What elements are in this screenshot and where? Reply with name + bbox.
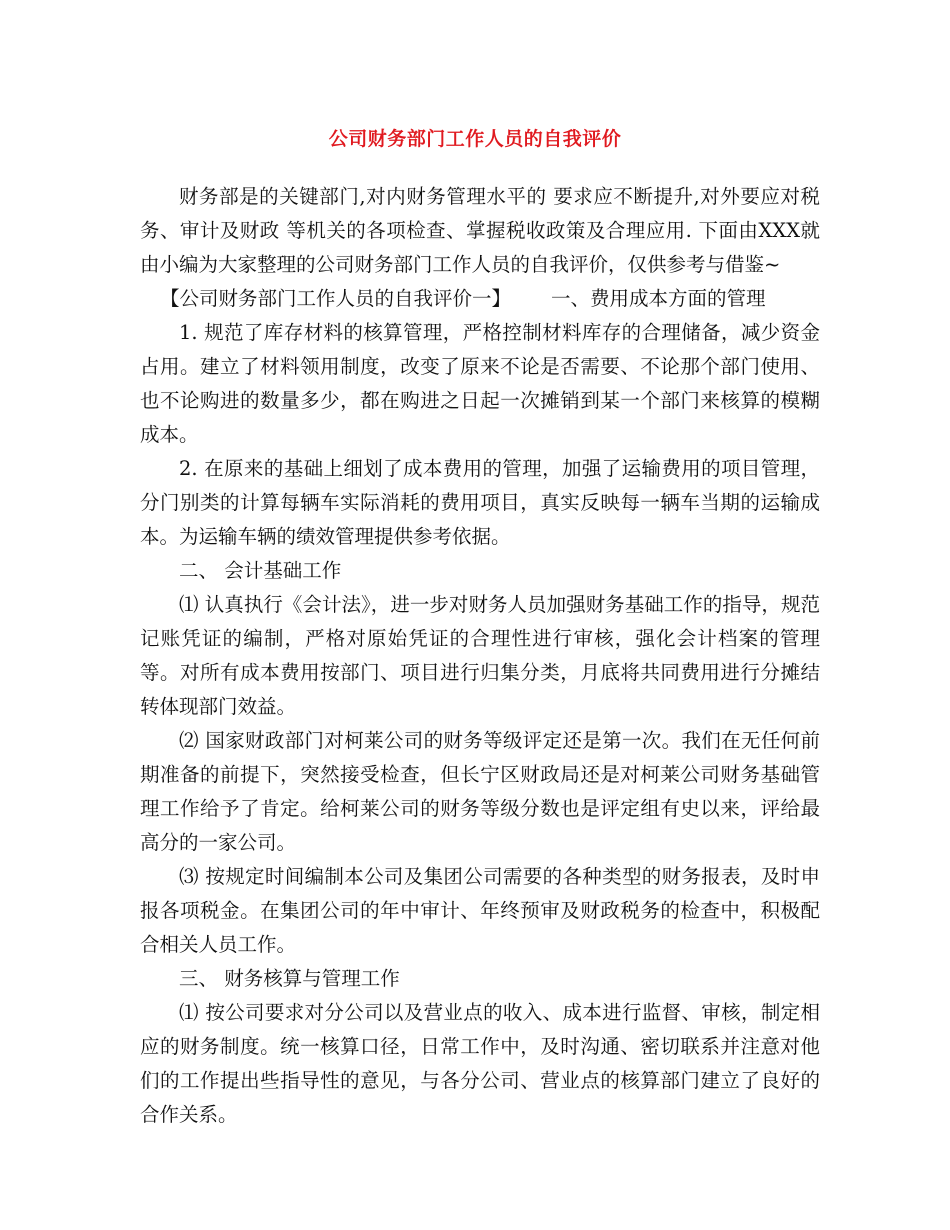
paragraph-2-3: ⑶ 按规定时间编制本公司及集团公司需要的各种类型的财务报表，及时申报各项税金。在集团公司的年中审计、年终预审及财政税务的检查中，积极配合相关人员工作。 (140, 865, 820, 956)
section-heading-1: 一、费用成本方面的管理 (551, 287, 766, 310)
section-heading-3: 三、 财务核算与管理工作 (179, 967, 400, 990)
paragraph-2-2: ⑵ 国家财政部门对柯莱公司的财务等级评定还是第一次。我们在无任何前期准备的前提下，突然接受检查，但长宁区财政局还是对柯莱公司财务基础管理工作给予了肯定。给柯莱公司的财务等级分数也是评定组有史以来，评给最高分的一家公司。 (140, 729, 820, 854)
paragraph-1-2: 2. 在原来的基础上细划了成本费用的管理，加强了运输费用的项目管理，分门别类的计算每辆车实际消耗的费用项目，真实反映每一辆车当期的运输成本。为运输车辆的绩效管理提供参考依据。 (140, 457, 820, 548)
section-label-line (140, 282, 820, 316)
section-heading-2: 二、 会计基础工作 (179, 559, 342, 582)
document-body (140, 180, 820, 1132)
document-title: 公司财务部门工作人员的自我评价 (328, 128, 622, 150)
intro-paragraph: 财务部是的关键部门,对内财务管理水平的 要求应不断提升,对外要应对税务、审计及财政 等机关的各项检查、掌握税收政策及合理应用. 下面由XXX就由小编为大家整理的公司财务部门工作人员的自我评价，仅供参考与借鉴~ (140, 185, 820, 276)
paragraph-2-1: ⑴ 认真执行《会计法》，进一步对财务人员加强财务基础工作的指导，规范记账凭证的编制，严格对原始凭证的合理性进行审核，强化会计档案的管理等。对所有成本费用按部门、项目进行归集分类，月底将共同费用进行分摊结转体现部门效益。 (140, 593, 820, 718)
section-label: 【公司财务部门工作人员的自我评价一】 (160, 287, 512, 310)
paragraph-1-1: 1. 规范了库存材料的核算管理，严格控制材料库存的合理储备，减少资金占用。建立了材料领用制度，改变了原来不论是否需要、不论那个部门使用、也不论购进的数量多少，都在购进之日起一次摊销到某一个部门来核算的模糊成本。 (140, 321, 820, 446)
paragraph-3-1: ⑴ 按公司要求对分公司以及营业点的收入、成本进行监督、审核，制定相应的财务制度。统一核算口径，日常工作中，及时沟通、密切联系并注意对他们的工作提出些指导性的意见，与各分公司、营业点的核算部门建立了良好的合作关系。 (140, 1001, 820, 1126)
